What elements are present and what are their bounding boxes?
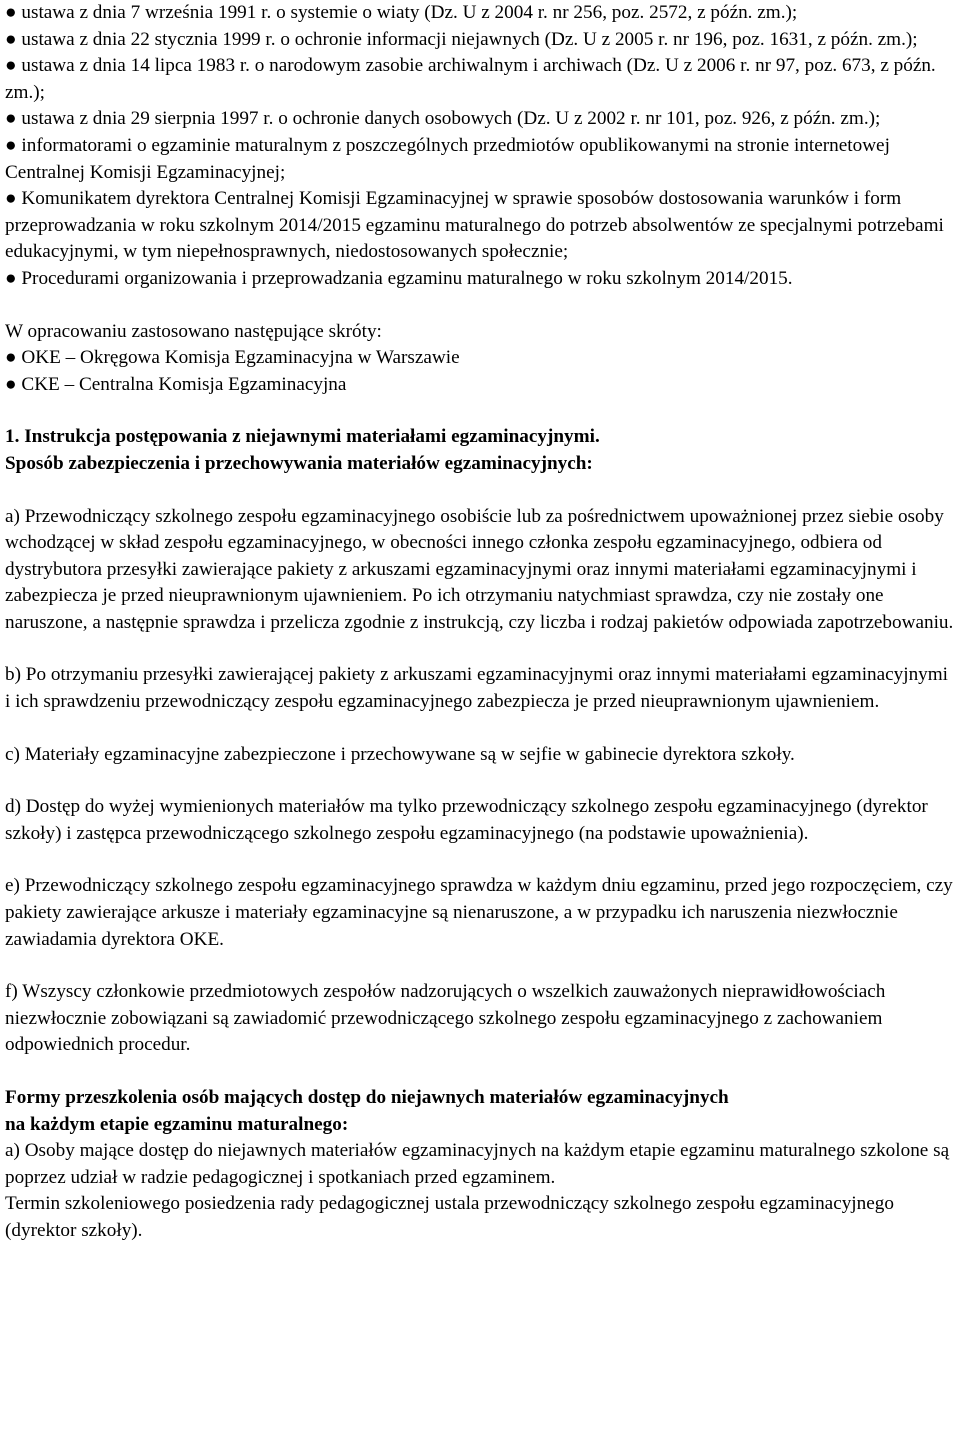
spacer — [5, 636, 956, 662]
abbreviations-intro: W opracowaniu zastosowano następujące skróty: — [5, 320, 382, 342]
paragraph-c: c) Materiały egzaminacyjne zabezpieczone i przechowywane są w sejfie w gabinecie dyrektora szkoły. — [5, 743, 795, 765]
paragraph-a: a) Przewodniczący szkolnego zespołu egzaminacyjnego osobiście lub za pośrednictwem upoważnionej przez siebie osoby wchodzącej w skład zespołu egzaminacyjnego, w obecności innego członka zespołu egzaminacyjnego, odbiera od dystrybutora przesyłki zawierające pakiety z arkuszami egzaminacyjnymi oraz innymi materiałami egzaminacyjnymi i zabezpiecza je przed nieuprawnionym ujawnieniem. Po ich otrzymaniu natychmiast sprawdza, czy nie zostały one naruszone, a następnie sprawdza i przelicza zgodnie z instrukcją, czy liczba i rodzaj pakietów odpowiada zapotrzebowaniu. — [5, 505, 954, 633]
spacer — [5, 768, 956, 794]
abbreviation-item: ● CKE – Centralna Komisja Egzaminacyjna — [5, 372, 956, 399]
list-item: ● ustawa z dnia 29 sierpnia 1997 r. o ochronie danych osobowych (Dz. U z 2002 r. nr 101, poz. 926, z późn. zm.); — [5, 106, 956, 133]
training-paragraph-a: a) Osoby mające dostęp do niejawnych materiałów egzaminacyjnych na każdym etapie egzaminu maturalnego szkolone są poprzez udział w radzie pedagogicznej i spotkaniach przed egzaminem. — [5, 1140, 950, 1188]
list-item: ● Procedurami organizowania i przeprowadzania egzaminu maturalnego w roku szkolnym 2014/2015. — [5, 266, 956, 293]
list-item: ● ustawa z dnia 7 września 1991 r. o systemie o wiaty (Dz. U z 2004 r. nr 256, poz. 2572, z późn. zm.); — [5, 0, 956, 27]
spacer — [5, 716, 956, 742]
paragraph-f: f) Wszyscy członkowie przedmiotowych zespołów nadzorujących o wszelkich zauważonych nieprawidłowościach niezwłocznie zobowiązani są zawiadomić przewodniczącego szkolnego zespołu egzaminacyjnego z zachowaniem odpowiednich procedur. — [5, 981, 886, 1056]
spacer — [5, 953, 956, 979]
training-section — [5, 1085, 956, 1245]
section-1 — [5, 424, 956, 1059]
abbreviation-item: ● OKE – Okręgowa Komisja Egzaminacyjna w Warszawie — [5, 345, 956, 372]
spacer — [5, 293, 956, 319]
paragraph-d: d) Dostęp do wyżej wymienionych materiałów ma tylko przewodniczący szkolnego zespołu egzaminacyjnego (dyrektor szkoły) i zastępca przewodniczącego szkolnego zespołu egzaminacyjnego (na podstawie upoważnienia). — [5, 796, 928, 844]
list-item: ● Komunikatem dyrektora Centralnej Komisji Egzaminacyjnej w sprawie sposobów dostosowania warunków i form przeprowadzania w roku szkolnym 2014/2015 egzaminu maturalnego do potrzeb absolwentów ze specjalnymi potrzebami edukacyjnymi, w tym niepełnosprawnych, niedostosowanych społecznie; — [5, 186, 956, 266]
spacer — [5, 847, 956, 873]
paragraph-b: b) Po otrzymaniu przesyłki zawierającej pakiety z arkuszami egzaminacyjnymi oraz innymi materiałami egzaminacyjnymi i ich sprawdzeniu przewodniczący zespołu egzaminacyjnego zabezpiecza je przed nieuprawnionym ujawnieniem. — [5, 664, 949, 713]
section-heading: 1. Instrukcja postępowania z niejawnymi materiałami egzaminacyjnymi. — [5, 426, 600, 448]
spacer — [5, 478, 956, 504]
list-item: ● ustawa z dnia 22 stycznia 1999 r. o ochronie informacji niejawnych (Dz. U z 2005 r. nr 196, poz. 1631, z późn. zm.); — [5, 27, 956, 54]
spacer — [5, 1059, 956, 1085]
training-heading-line-1: Formy przeszkolenia osób mających dostęp do niejawnych materiałów egzaminacyjnych — [5, 1087, 729, 1108]
paragraph-e: e) Przewodniczący szkolnego zespołu egzaminacyjnego sprawdza w każdym dniu egzaminu, przed jego rozpoczęciem, czy pakiety zawierające arkusze i materiały egzaminacyjne są nienaruszone, a w przypadku ich naruszenia niezwłocznie zawiadamia dyrektora OKE. — [5, 875, 953, 950]
list-item: ● informatorami o egzaminie maturalnym z poszczególnych przedmiotów opublikowanymi na stronie internetowej Centralnej Komisji Egzaminacyjnej; — [5, 133, 956, 186]
abbreviations-block — [5, 319, 956, 399]
legal-basis-list — [5, 0, 956, 293]
training-paragraph-termin: Termin szkoleniowego posiedzenia rady pedagogicznej ustala przewodniczący szkolnego zespołu egzaminacyjnego (dyrektor szkoły). — [5, 1193, 894, 1241]
spacer — [5, 398, 956, 424]
section-subheading: Sposób zabezpieczenia i przechowywania materiałów egzaminacyjnych: — [5, 452, 593, 474]
list-item: ● ustawa z dnia 14 lipca 1983 r. o narodowym zasobie archiwalnym i archiwach (Dz. U z 2006 r. nr 97, poz. 673, z późn. zm.); — [5, 53, 956, 106]
training-heading-line-2: na każdym etapie egzaminu maturalnego: — [5, 1113, 349, 1135]
